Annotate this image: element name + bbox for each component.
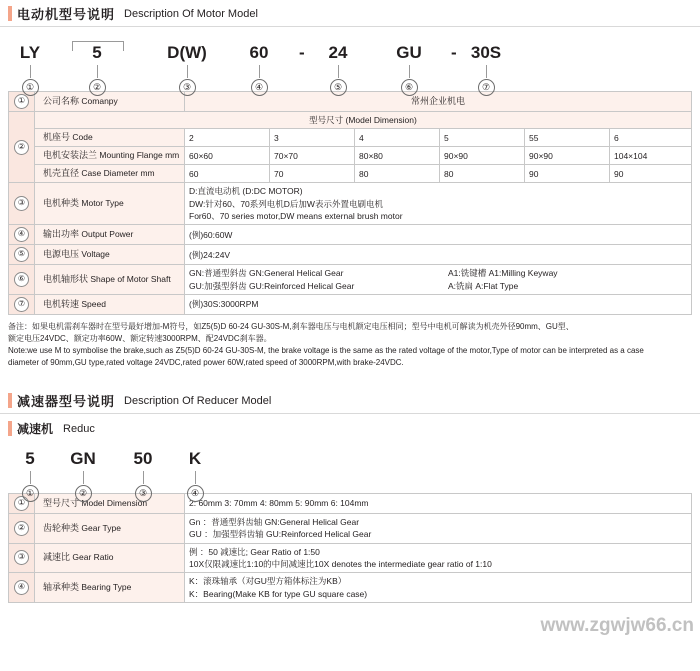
leader-line <box>259 65 260 78</box>
cell: 80 <box>355 165 440 183</box>
row-label-5 <box>35 245 185 265</box>
row-label-flange-en: Mounting Flange mm <box>99 150 180 161</box>
reducer-row-label-4 <box>35 573 185 603</box>
reducer-code-bar <box>0 437 700 499</box>
table-row <box>9 295 692 315</box>
row-label-5-en: Voltage <box>81 249 110 260</box>
motor-code-4 <box>234 43 284 96</box>
bearing-type-line-2: K：Bearing(Make KB for type GU square case) <box>189 588 368 599</box>
row-index-3 <box>9 183 35 225</box>
leader-line <box>486 65 487 78</box>
gear-type-value <box>185 514 692 544</box>
row-label-3 <box>35 183 185 225</box>
reducer-code-2-text: GN <box>70 449 96 469</box>
table-row <box>9 543 692 573</box>
shaft-gu-line: GU:加强型斜齿 GU:Reinforced Helical Gear <box>189 280 355 291</box>
row-label-4-cn: 输出功率 <box>43 229 80 240</box>
row-index-4 <box>9 225 35 245</box>
output-power-value: (例)60:60W <box>185 225 692 245</box>
row-index-2 <box>9 112 35 183</box>
row-index-7-circle: ⑦ <box>14 297 29 312</box>
gear-type-line-1: Gn ：普通型斜齿轴 GN:General Helical Gear <box>189 517 360 528</box>
cell: 70×70 <box>270 147 355 165</box>
row-index-5-circle: ⑤ <box>14 247 29 262</box>
table-row <box>9 245 692 265</box>
reducer-code-1-index: ① <box>22 485 39 502</box>
table-row <box>9 112 692 129</box>
cell: 90×90 <box>525 147 610 165</box>
leader-line <box>30 65 31 78</box>
row-index-6-circle: ⑥ <box>14 272 29 287</box>
motor-code-7-index: ⑦ <box>478 79 495 96</box>
reducer-name-cn: 减速机 <box>17 422 54 437</box>
motor-type-value <box>185 183 692 225</box>
shaft-shape-value <box>185 265 692 295</box>
row-label-6-en: Shape of Motor Shaft <box>90 274 171 285</box>
reducer-code-3-index: ③ <box>135 485 152 502</box>
reducer-row-label-3-en: Gear Ratio <box>72 552 114 563</box>
row-index-7 <box>9 295 35 315</box>
row-label-case-cn: 机壳直径 <box>43 168 80 179</box>
cell: 3 <box>270 129 355 147</box>
motor-code-7 <box>460 43 512 96</box>
row-label-code-cn: 机座号 <box>43 132 71 143</box>
motor-code-4-text: 60 <box>249 43 269 62</box>
table-row <box>9 514 692 544</box>
leader-line <box>338 65 339 78</box>
motor-code-bar <box>0 27 700 91</box>
shaft-shape-columns <box>189 267 687 292</box>
motor-code-5 <box>313 43 363 96</box>
leader-line <box>187 65 188 78</box>
table-row <box>9 129 692 147</box>
motor-type-line-2: DW:针对60、70系列电机D后加W表示外置电刷电机 <box>189 198 383 209</box>
model-dimension-value: 2: 60mm 3: 70mm 4: 80mm 5: 90mm 6: 104mm <box>185 494 692 514</box>
divider <box>0 413 700 414</box>
reducer-row-index-4-circle: ④ <box>14 580 29 595</box>
reducer-code-3-text: 50 <box>133 449 153 469</box>
company-name-value: 常州企业机电 <box>185 92 692 112</box>
reducer-code-3 <box>122 449 164 502</box>
cell: 55 <box>525 129 610 147</box>
motor-code-1-index: ① <box>22 79 39 96</box>
note-cn-line-1: 备注：如果电机需刹车器时在型号最好增加-M符号，如Z5(5)D 60-24 GU-30S-M,刹车器电压与电机额定电压相同；型号中电机可解读为机壳外径90mm、GU型、 <box>8 322 574 332</box>
cell: 6 <box>610 129 692 147</box>
shaft-a-line: A:铣扁 A:Flat Type <box>447 280 519 291</box>
row-index-2-circle: ② <box>14 140 29 155</box>
leader-line <box>30 471 31 484</box>
dimension-header: 型号尺寸 (Model Dimension) <box>35 112 692 129</box>
reducer-code-2-index: ② <box>75 485 92 502</box>
cell: 60×60 <box>185 147 270 165</box>
row-index-3-circle: ③ <box>14 196 29 211</box>
row-label-4 <box>35 225 185 245</box>
shaft-shape-col-2 <box>448 267 687 292</box>
cell: 80 <box>440 165 525 183</box>
accent-bar <box>8 421 12 436</box>
cell: 80×80 <box>355 147 440 165</box>
row-label-case-en: Case Diameter mm <box>81 168 155 179</box>
reducer-title-en: Description Of Reducer Model <box>124 394 272 407</box>
reducer-code-1 <box>12 449 48 502</box>
row-label-7-cn: 电机转速 <box>43 298 80 309</box>
motor-type-line-3: For60、70 series motor,DW means external brush motor <box>189 211 403 222</box>
row-label-4-en: Output Power <box>81 229 134 240</box>
cell: 90 <box>610 165 692 183</box>
reducer-row-label-2 <box>35 514 185 544</box>
reducer-row-index-3-circle: ③ <box>14 550 29 565</box>
reducer-row-index-2 <box>9 514 35 544</box>
row-label-code-en: Code <box>72 132 93 143</box>
cell: 90×90 <box>440 147 525 165</box>
motor-note <box>8 321 692 369</box>
reducer-row-label-3 <box>35 543 185 573</box>
row-label-flange-cn: 电机安装法兰 <box>43 150 98 161</box>
cell: 104×104 <box>610 147 692 165</box>
shaft-a1-line: A1:铣键槽 A1:Milling Keyway <box>447 268 558 279</box>
table-row <box>9 573 692 603</box>
reducer-row-label-3-cn: 减速比 <box>43 552 71 563</box>
gear-ratio-line-1: 例 ：50 减速比; Gear Ratio of 1:50 <box>189 546 320 557</box>
row-label-7-en: Speed <box>81 298 106 309</box>
motor-code-3-text: D(W) <box>167 43 207 62</box>
motor-code-5-index: ⑤ <box>330 79 347 96</box>
motor-code-1-text: LY <box>19 43 41 62</box>
reducer-code-2 <box>62 449 104 502</box>
reducer-code-4-text: K <box>188 449 202 469</box>
table-row <box>9 265 692 295</box>
motor-code-2-text: 5 <box>92 43 102 62</box>
row-index-6 <box>9 265 35 295</box>
motor-type-line-1: D:直流电动机 (D:DC MOTOR) <box>189 186 303 197</box>
cell: 2 <box>185 129 270 147</box>
motor-code-3-index: ③ <box>179 79 196 96</box>
row-label-5-cn: 电源电压 <box>43 249 80 260</box>
gear-ratio-value <box>185 543 692 573</box>
table-row <box>9 225 692 245</box>
table-row <box>9 147 692 165</box>
leader-line <box>195 471 196 484</box>
row-index-5 <box>9 245 35 265</box>
row-label-case <box>35 165 185 183</box>
cell: 70 <box>270 165 355 183</box>
leader-line <box>97 65 98 78</box>
motor-section-header <box>8 0 700 23</box>
accent-bar <box>8 393 12 408</box>
reducer-row-index-3 <box>9 543 35 573</box>
row-label-6 <box>35 265 185 295</box>
reducer-row-label-4-en: Bearing Type <box>81 582 132 593</box>
motor-code-6-index: ⑥ <box>401 79 418 96</box>
cell: 5 <box>440 129 525 147</box>
leader-line <box>143 471 144 484</box>
row-label-3-cn: 电机种类 <box>43 198 80 209</box>
bearing-type-value <box>185 573 692 603</box>
cell: 60 <box>185 165 270 183</box>
motor-code-3 <box>152 43 222 96</box>
row-label-3-en: Motor Type <box>81 198 124 209</box>
gear-type-line-2: GU ：加强型斜齿轴 GU:Reinforced Helical Gear <box>189 529 372 540</box>
reducer-row-label-2-cn: 齿轮种类 <box>43 522 80 533</box>
reducer-row-index-4 <box>9 573 35 603</box>
table-row <box>9 183 692 225</box>
gear-ratio-line-2: 10X仅限减速比1:10的中间减速比10X denotes the intermediate gear ratio of 1:10 <box>189 558 492 569</box>
motor-code-dash-2: - <box>451 43 457 62</box>
table-row <box>9 494 692 514</box>
accent-bar <box>8 6 12 21</box>
reducer-row-index-2-circle: ② <box>14 521 29 536</box>
motor-code-1 <box>8 43 52 96</box>
note-cn-line-2: 额定电压24VDC、额定功率60W、额定转速3000RPM、配24VDC刹车器。 <box>8 334 272 344</box>
row-label-6-cn: 电机轴形状 <box>43 274 89 285</box>
cell: 4 <box>355 129 440 147</box>
motor-code-dash-1: - <box>299 43 305 62</box>
motor-code-2 <box>75 43 119 96</box>
speed-value: (例)30S:3000RPM <box>185 295 692 315</box>
motor-code-7-text: 30S <box>470 43 502 62</box>
leader-line <box>409 65 410 78</box>
reducer-section-header <box>8 387 700 410</box>
reducer-row-label-4-cn: 轴承种类 <box>43 582 80 593</box>
reducer-code-1-text: 5 <box>25 449 35 469</box>
reducer-name-en: Reduc <box>63 422 95 435</box>
bearing-type-line-1: K：滚珠轴承（对GU型方箱体标注为KB） <box>189 576 347 587</box>
note-en-line-2: diameter of 90mm,GU type,rated voltage 24VDC,rated power 60W,rated speed of 3000RPM,with brake-24VDC. <box>8 358 404 368</box>
reducer-code-4-index: ④ <box>187 485 204 502</box>
voltage-value: (例)24:24V <box>185 245 692 265</box>
row-label-1-en: Comanpy <box>81 95 118 106</box>
watermark: www.zgwjw66.cn <box>540 615 694 636</box>
reducer-table <box>8 493 692 603</box>
reducer-code-4 <box>178 449 212 502</box>
reducer-row-label-1-en: Model Dimension <box>81 497 148 508</box>
row-index-4-circle: ④ <box>14 227 29 242</box>
motor-code-6-text: GU <box>396 43 422 62</box>
motor-code-6 <box>383 43 435 96</box>
shaft-gn-line: GN:普通型斜齿 GN:General Helical Gear <box>189 268 344 279</box>
reducer-name-box <box>8 420 700 437</box>
row-label-flange <box>35 147 185 165</box>
motor-table <box>8 91 692 315</box>
reducer-row-label-2-en: Gear Type <box>81 522 121 533</box>
motor-code-4-index: ④ <box>251 79 268 96</box>
reducer-row-index-1-circle: ① <box>14 496 29 511</box>
row-label-1-cn: 公司名称 <box>43 95 80 106</box>
motor-title-cn: 电动机型号说明 <box>17 7 116 22</box>
motor-code-2-index: ② <box>89 79 106 96</box>
reducer-row-label-1-cn: 型号尺寸 <box>43 497 80 508</box>
cell: 90 <box>525 165 610 183</box>
note-en-line-1: Note:we use M to symbolise the brake,such as Z5(5)D 60-24 GU-30S-M, the brake voltage is the same as the rated voltage of the motor,Type of motor can be interpreted as a case <box>8 346 644 356</box>
shaft-shape-col-1 <box>189 267 448 292</box>
reducer-title-cn: 减速器型号说明 <box>17 394 116 410</box>
row-label-7 <box>35 295 185 315</box>
table-row <box>9 165 692 183</box>
leader-line <box>83 471 84 484</box>
motor-title-en: Description Of Motor Model <box>124 7 258 20</box>
row-label-code <box>35 129 185 147</box>
motor-code-5-text: 24 <box>328 43 348 62</box>
row-index-1-circle: ① <box>14 94 29 109</box>
